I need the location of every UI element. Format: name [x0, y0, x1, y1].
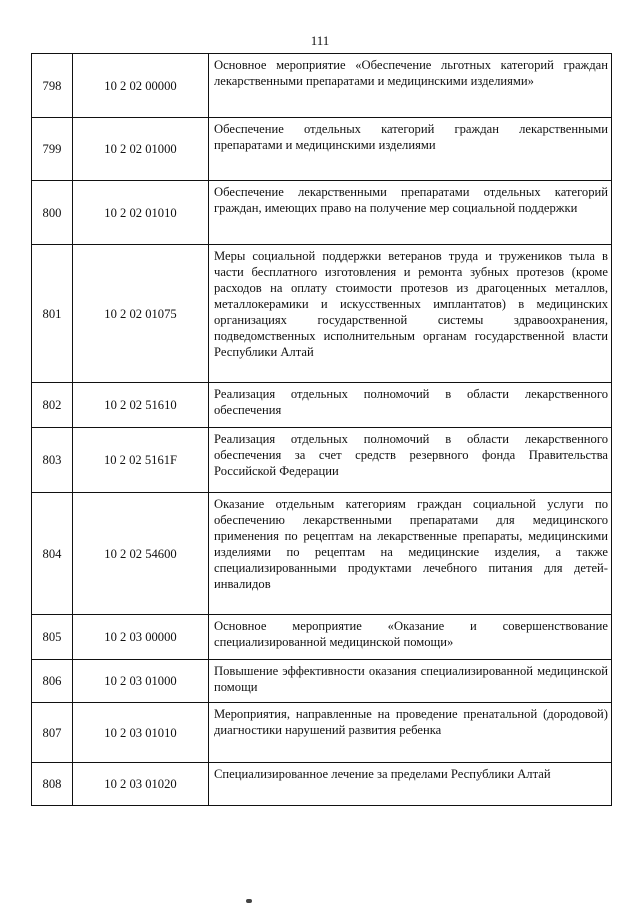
table-row: [32, 428, 612, 493]
row-code: 10 2 02 00000: [73, 54, 209, 118]
table-row: [32, 181, 612, 245]
table-row: [32, 383, 612, 428]
row-code: 10 2 02 51610: [73, 383, 209, 428]
row-code: 10 2 03 00000: [73, 615, 209, 660]
row-description: Повышение эффективности оказания специализированной медицинской помощи: [209, 660, 612, 703]
row-description: Реализация отдельных полномочий в области лекарственного обеспечения за счет средств резервного фонда Правительства Российской Федерации: [209, 428, 612, 493]
row-description: Специализированное лечение за пределами Республики Алтай: [209, 763, 612, 806]
scan-mark: [246, 899, 252, 903]
row-number: 799: [32, 118, 73, 181]
table-row: [32, 493, 612, 615]
row-number: 803: [32, 428, 73, 493]
row-description: Обеспечение лекарственными препаратами отдельных категорий граждан, имеющих право на получение мер социальной поддержки: [209, 181, 612, 245]
page-number: 111: [310, 33, 330, 48]
row-code: 10 2 02 01075: [73, 245, 209, 383]
table-row: [32, 118, 612, 181]
table-row: [32, 245, 612, 383]
row-number: 798: [32, 54, 73, 118]
row-number: 801: [32, 245, 73, 383]
row-code: 10 2 02 01000: [73, 118, 209, 181]
table-row: [32, 615, 612, 660]
row-number: 805: [32, 615, 73, 660]
row-description: Основное мероприятие «Обеспечение льготных категорий граждан лекарственными препаратами и медицинскими изделиями»: [209, 54, 612, 118]
row-number: 802: [32, 383, 73, 428]
budget-code-table: [31, 53, 612, 806]
row-number: 804: [32, 493, 73, 615]
row-number: 800: [32, 181, 73, 245]
row-description: Основное мероприятие «Оказание и совершенствование специализированной медицинской помощи»: [209, 615, 612, 660]
row-description: Обеспечение отдельных категорий граждан лекарственными препаратами и медицинскими изделиями: [209, 118, 612, 181]
row-number: 808: [32, 763, 73, 806]
table-row: [32, 660, 612, 703]
row-code: 10 2 02 01010: [73, 181, 209, 245]
row-code: 10 2 02 54600: [73, 493, 209, 615]
row-code: 10 2 02 5161F: [73, 428, 209, 493]
row-description: Оказание отдельным категориям граждан социальной услуги по обеспечению лекарственными препаратами для медицинского применения по рецептам на лекарственные препараты, медицинскими изделиями по рецептам на медицинские изделия, а также специализированными продуктами лечебного питания для детей-инвалидов: [209, 493, 612, 615]
row-description: Мероприятия, направленные на проведение пренатальной (дородовой) диагностики нарушений развития ребенка: [209, 703, 612, 763]
row-code: 10 2 03 01010: [73, 703, 209, 763]
table-row: [32, 54, 612, 118]
row-number: 807: [32, 703, 73, 763]
row-code: 10 2 03 01000: [73, 660, 209, 703]
row-description: Реализация отдельных полномочий в области лекарственного обеспечения: [209, 383, 612, 428]
row-description: Меры социальной поддержки ветеранов труда и тружеников тыла в части бесплатного изготовления и ремонта зубных протезов (кроме расходов на оплату стоимости протезов из драгоценных металлов, металлокерамики и искусственных имплантатов) в медицинских организациях государственной системы здравоохранения, подведомственных исполнительным органам государственной власти Республики Алтай: [209, 245, 612, 383]
row-number: 806: [32, 660, 73, 703]
table-row: [32, 703, 612, 763]
row-code: 10 2 03 01020: [73, 763, 209, 806]
table-row: [32, 763, 612, 806]
